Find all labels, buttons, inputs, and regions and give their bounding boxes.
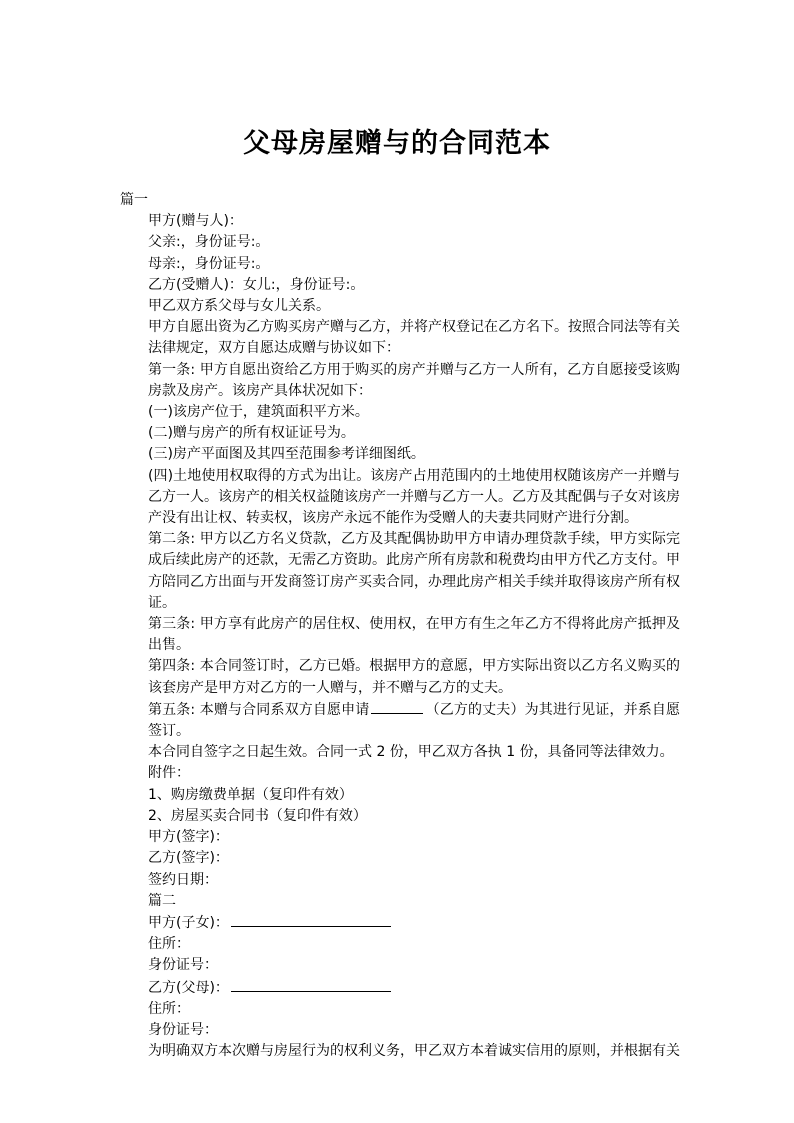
effect-clause: 本合同自签字之日起生效。合同一式 2 份，甲乙双方各执 1 份，具备同等法律效力。 bbox=[148, 744, 674, 761]
article-5-suffix: （乙方的丈夫）为其进行见证，并系自愿签订。 bbox=[148, 701, 681, 740]
document-body bbox=[120, 190, 680, 1062]
part2-party-a-label: 甲方(子女)： bbox=[148, 914, 229, 931]
article-1-item-1: (一)该房产位于，建筑面积平方米。 bbox=[148, 404, 369, 421]
witness-name-blank[interactable] bbox=[371, 699, 423, 714]
part2-party-b bbox=[120, 977, 680, 999]
attachment-2: 2、房屋买卖合同书（复印件有效） bbox=[148, 807, 367, 824]
signing-date: 签约日期： bbox=[148, 871, 218, 888]
part2-address-b: 住所： bbox=[148, 1000, 190, 1017]
part2-id-b: 身份证号： bbox=[148, 1021, 218, 1038]
part2-id-a: 身份证号： bbox=[148, 957, 218, 974]
party-a-label: 甲方(赠与人)： bbox=[148, 213, 243, 230]
party-b-line: 乙方(受赠人)：女儿:，身份证号:。 bbox=[148, 276, 365, 293]
party-a-name-blank[interactable] bbox=[231, 912, 391, 927]
father-line: 父亲:，身份证号:。 bbox=[148, 234, 270, 251]
mother-line: 母亲:，身份证号:。 bbox=[148, 255, 270, 272]
article-1-item-3: (三)房产平面图及其四至范围参考详细图纸。 bbox=[148, 446, 425, 463]
article-1: 第一条: 甲方自愿出资给乙方用于购买的房产并赠与乙方一人所有，乙方自愿接受该购房款及房产。该房产具体状况如下： bbox=[148, 361, 680, 399]
part2-preamble: 为明确双方本次赠与房屋行为的权利义务，甲乙双方本着诚实信用的原则，并根据有关 bbox=[148, 1043, 680, 1060]
preamble-paragraph: 甲方自愿出资为乙方购买房产赠与乙方，并将产权登记在乙方名下。按照合同法等有关法律规定，双方自愿达成赠与协议如下： bbox=[148, 319, 680, 357]
attachment-1: 1、购房缴费单据（复印件有效） bbox=[148, 786, 353, 803]
part2-party-b-label: 乙方(父母)： bbox=[148, 979, 229, 996]
part2-heading: 篇二 bbox=[148, 892, 176, 909]
article-3: 第三条: 甲方享有此房产的居住权、使用权，在甲方有生之年乙方不得将此房产抵押及出售。 bbox=[148, 616, 680, 654]
article-1-item-4: (四)土地使用权取得的方式为出让。该房产占用范围内的土地使用权随该房产一并赠与乙方一人。该房产的相关权益随该房产一并赠与乙方一人。乙方及其配偶与子女对该房产没有出让权、转卖权，该房产永远不能作为受赠人的夫妻共同财产进行分割。 bbox=[148, 467, 680, 527]
signature-a: 甲方(签字)： bbox=[148, 829, 229, 846]
signature-b: 乙方(签字)： bbox=[148, 850, 229, 867]
article-5-prefix: 第五条: 本赠与合同系双方自愿申请 bbox=[148, 701, 370, 718]
article-1-item-2: (二)赠与房产的所有权证证号为。 bbox=[148, 425, 355, 442]
part2-address-a: 住所： bbox=[148, 936, 190, 953]
party-b-name-blank[interactable] bbox=[231, 977, 391, 992]
part1-heading: 篇一 bbox=[120, 192, 148, 208]
part2-party-a bbox=[120, 912, 680, 934]
attachments-label: 附件： bbox=[148, 765, 190, 782]
document-title: 父母房屋赠与的合同范本 bbox=[243, 128, 551, 159]
article-4: 第四条: 本合同签订时，乙方已婚。根据甲方的意愿，甲方实际出资以乙方名义购买的该套房产是甲方对乙方的一人赠与，并不赠与乙方的丈夫。 bbox=[148, 658, 680, 696]
relation-line: 甲乙双方系父母与女儿关系。 bbox=[148, 298, 330, 315]
article-5 bbox=[120, 699, 680, 742]
article-2: 第二条: 甲方以乙方名义贷款，乙方及其配偶协助甲方申请办理贷款手续，甲方实际完成后续此房产的还款，无需乙方资助。此房产所有房款和税费均由甲方代乙方支付。甲方陪同乙方出面与开发商签订房产买卖合同，办理此房产相关手续并取得该房产所有权证。 bbox=[148, 531, 680, 611]
